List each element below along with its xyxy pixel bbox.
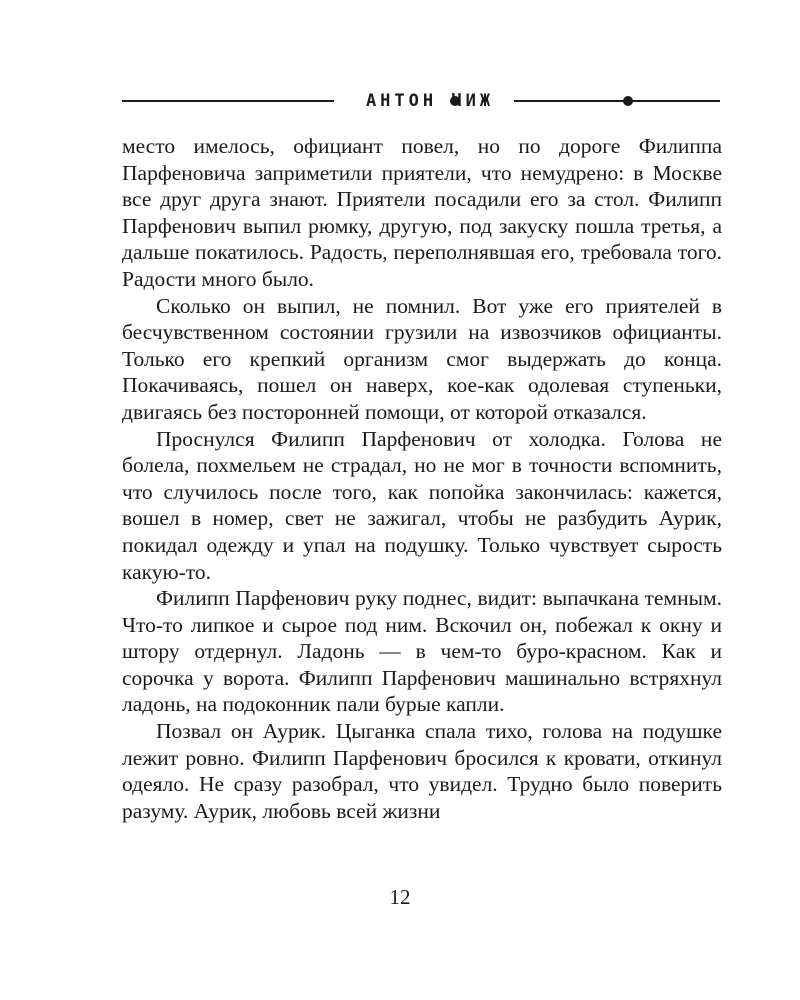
header-rule-right [514,100,720,102]
paragraph: Позвал он Аурик. Цыганка спала тихо, голова на подушке лежит ровно. Филипп Парфенович бросился к кровати, откинул одеяло. Не сразу разобрал, что увидел. Трудно было поверить разуму. Аурик, любовь всей жизни [122,719,722,823]
page-body [122,133,722,824]
header-rule-left [122,100,334,102]
header-author: АНТОН ЧИЖ [365,91,495,111]
paragraph-continued: место имелось, официант повел, но по дороге Филиппа Парфеновича заприметили приятели, что немудрено: в Москве все друг друга знают. Приятели посадили его за стол. Филипп Парфенович выпил рюмку, другую, под закуску пошла третья, а дальше покатилось. Радость, переполнявшая его, требовала того. Радости много было. [122,134,722,291]
paragraph: Филипп Парфенович руку поднес, видит: выпачкана темным. Что-то липкое и сырое под ним. Вскочил он, побежал к окну и штору отдернул. Ладонь — в чем-то буро-красном. Как и сорочка у ворота. Филипп Парфенович машинально встряхнул ладонь, на подоконник пали бурые капли. [122,586,722,717]
paragraph: Сколько он выпил, не помнил. Вот уже его приятелей в бесчувственном состоянии грузили на извозчиков официанты. Только его крепкий организм смог выдержать до конца. Покачиваясь, пошел он наверх, кое-как одолевая ступеньки, двигаясь без посторонней помощи, от которой отказался. [122,293,722,424]
page-number: 12 [389,885,411,909]
paragraph: Проснулся Филипп Парфенович от холодка. Голова не болела, похмельем не страдал, но не мог в точности вспомнить, что случилось после того, как попойка закончилась: кажется, вошел в номер, свет не зажигал, чтобы не разбудить Аурик, покидал одежду и упал на подушку. Только чувствует сырость какую-то. [122,426,722,584]
running-header [122,86,720,116]
